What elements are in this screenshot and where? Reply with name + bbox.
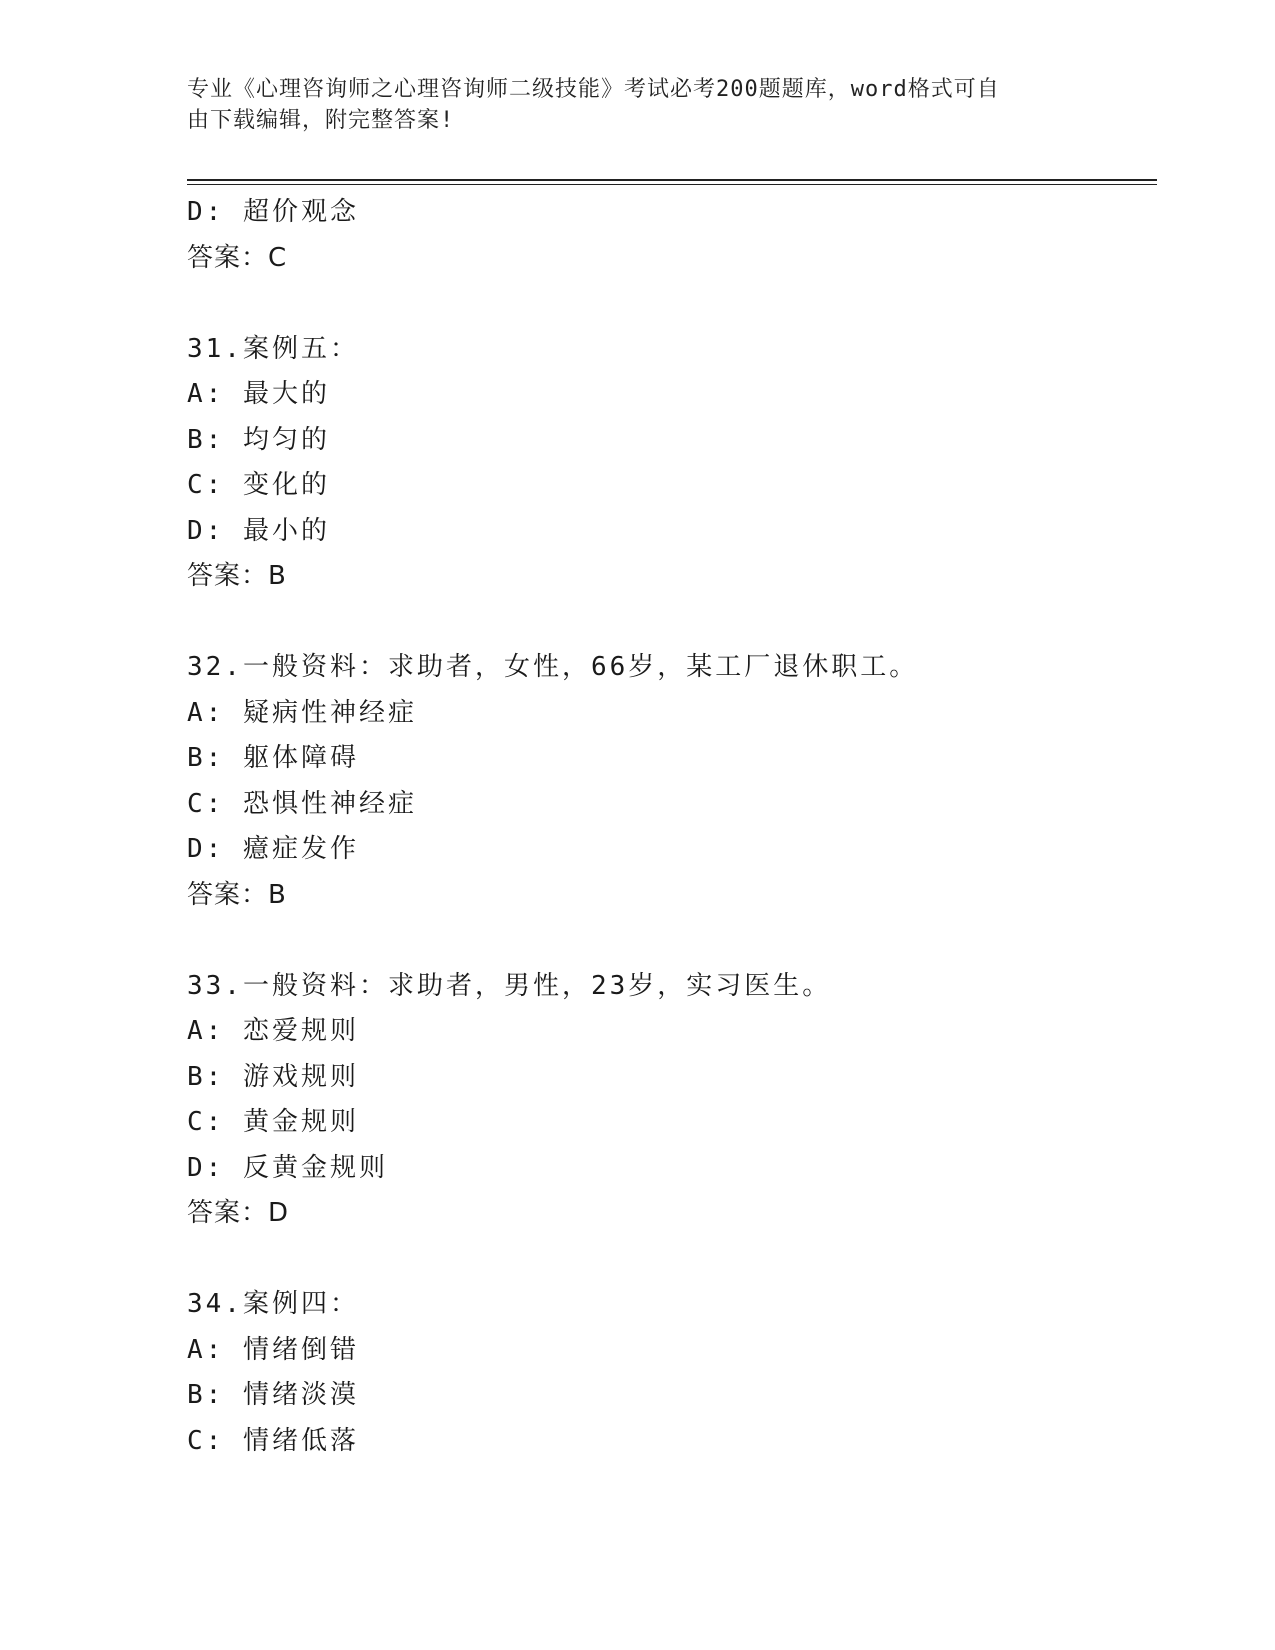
question-34-option-b: B: 情绪淡漠	[187, 1380, 359, 1410]
question-33-option-b: B: 游戏规则	[187, 1061, 359, 1092]
question-34-option-a: A: 情绪倒错	[187, 1334, 359, 1365]
question-33-stem: 33.一般资料：求助者，男性，23岁，实习医生。	[187, 970, 832, 1001]
question-31-stem: 31.案例五：	[187, 333, 359, 364]
header-divider-thick	[187, 179, 1157, 181]
question-32-answer: 答案：B	[187, 879, 287, 910]
question-31-answer: 答案：B	[187, 561, 287, 591]
spacer	[187, 1237, 1167, 1283]
question-34-option-c: C: 情绪低落	[187, 1425, 359, 1456]
prev-answer: 答案：C	[187, 242, 288, 273]
question-32-option-b: B: 躯体障碍	[187, 743, 359, 773]
spacer	[187, 918, 1167, 964]
header-line-1: 专业《心理咨询师之心理咨询师二级技能》考试必考200题题库，word格式可自	[187, 77, 1000, 102]
header-divider-thin	[187, 184, 1157, 185]
question-32-option-c: C: 恐惧性神经症	[187, 788, 417, 819]
question-33-option-d: D: 反黄金规则	[187, 1152, 388, 1183]
question-31-option-c: C: 变化的	[187, 470, 330, 500]
question-32-stem: 32.一般资料：求助者，女性，66岁，某工厂退休职工。	[187, 652, 919, 682]
question-33-option-a: A: 恋爱规则	[187, 1016, 359, 1046]
question-34-stem: 34.案例四：	[187, 1289, 359, 1319]
question-31-option-b: B: 均匀的	[187, 424, 330, 455]
question-list	[187, 190, 1167, 1464]
question-33-answer: 答案：D	[187, 1198, 290, 1228]
spacer	[187, 600, 1167, 646]
question-31-option-d: D: 最小的	[187, 515, 330, 546]
question-31-option-a: A: 最大的	[187, 379, 330, 409]
spacer	[187, 281, 1167, 327]
document-header	[187, 74, 1067, 136]
question-33-option-c: C: 黄金规则	[187, 1107, 359, 1137]
question-32-option-a: A: 疑病性神经症	[187, 697, 417, 728]
header-line-2: 由下载编辑，附完整答案!	[187, 108, 455, 133]
prev-option-d: D: 超价观念	[187, 197, 359, 227]
question-32-option-d: D: 癔症发作	[187, 834, 359, 864]
